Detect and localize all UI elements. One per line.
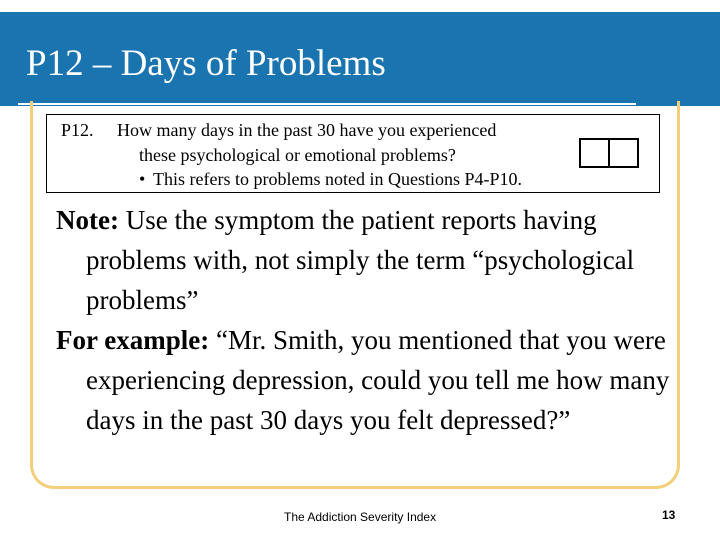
example-label: For example: (56, 325, 210, 355)
question-line-2: these psychological or emotional problems? (139, 145, 456, 165)
footer-source: The Addiction Severity Index (284, 510, 437, 524)
question-bullet: • (139, 169, 146, 189)
answer-digit-box-1 (579, 138, 610, 168)
answer-entry-boxes (579, 138, 639, 168)
question-line-1: How many days in the past 30 have you experienced (117, 120, 497, 140)
question-number: P12. (61, 120, 94, 140)
title-bar (0, 12, 720, 106)
example-paragraph (56, 320, 676, 440)
page-number: 13 (662, 508, 676, 522)
note-text: Use the symptom the patient reports having problems with, not simply the term “psychological problems” (86, 205, 635, 315)
body-text (56, 200, 676, 440)
example-text: “Mr. Smith, you mentioned that you were experiencing depression, could you tell me how many days in the past 30 days you felt depressed?” (86, 325, 670, 435)
answer-digit-box-2 (608, 138, 639, 168)
slide-title: P12 – Days of Problems (26, 43, 386, 84)
note-label: Note: (56, 205, 119, 235)
question-box (46, 114, 660, 193)
question-bullet-text: This refers to problems noted in Questions P4-P10. (153, 169, 522, 189)
note-paragraph (56, 200, 676, 320)
